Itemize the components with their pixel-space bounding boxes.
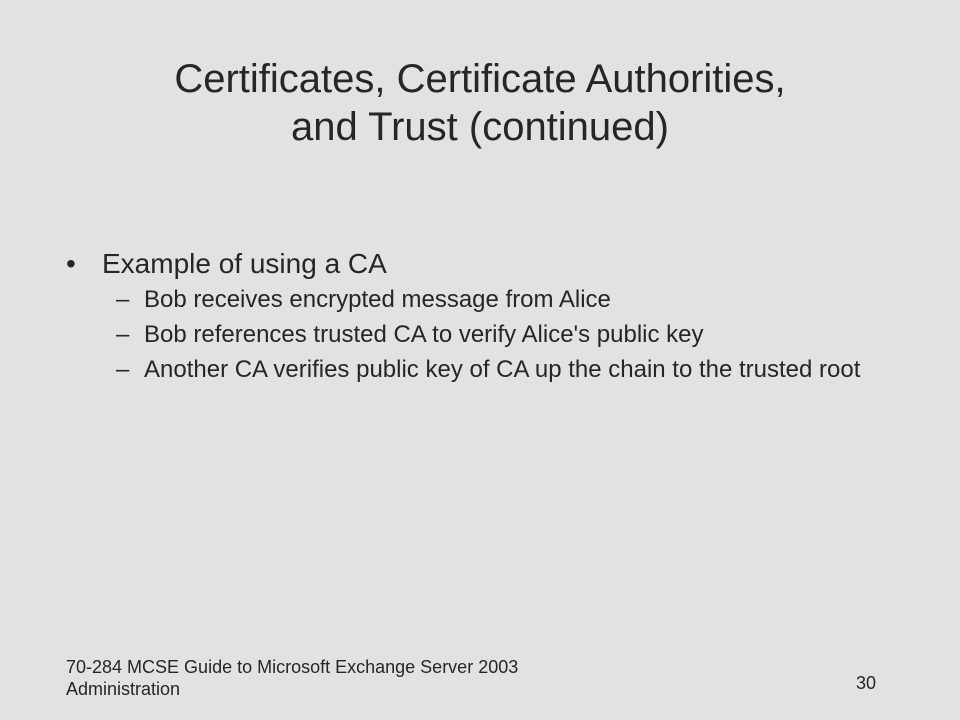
- slide-content: [66, 246, 906, 391]
- dash-marker: –: [116, 356, 130, 383]
- sub-bullet-text: Bob receives encrypted message from Alice: [144, 286, 611, 313]
- page-number: 30: [856, 673, 877, 693]
- dash-marker: –: [116, 286, 130, 313]
- footer-course-line-1: 70-284 MCSE Guide to Microsoft Exchange Server 2003: [66, 657, 519, 677]
- sub-bullet-item: [66, 321, 906, 348]
- footer-course-title: [66, 656, 666, 700]
- slide-title-line-1: Certificates, Certificate Authorities,: [174, 57, 786, 101]
- bullet-text: Example of using a CA: [102, 248, 387, 279]
- sub-bullet-list: [66, 286, 906, 383]
- bullet-marker: •: [66, 248, 76, 279]
- sub-bullet-text: Another CA verifies public key of CA up the chain to the trusted root: [144, 356, 861, 383]
- sub-bullet-item: [66, 356, 906, 383]
- bullet-item: [66, 246, 906, 282]
- sub-bullet-text: Bob references trusted CA to verify Alice's public key: [144, 321, 704, 348]
- footer-course-line-2: Administration: [66, 679, 181, 699]
- sub-bullet-item: [66, 286, 906, 313]
- dash-marker: –: [116, 321, 130, 348]
- slide-title: [80, 55, 880, 151]
- slide-title-line-2: and Trust (continued): [291, 105, 669, 149]
